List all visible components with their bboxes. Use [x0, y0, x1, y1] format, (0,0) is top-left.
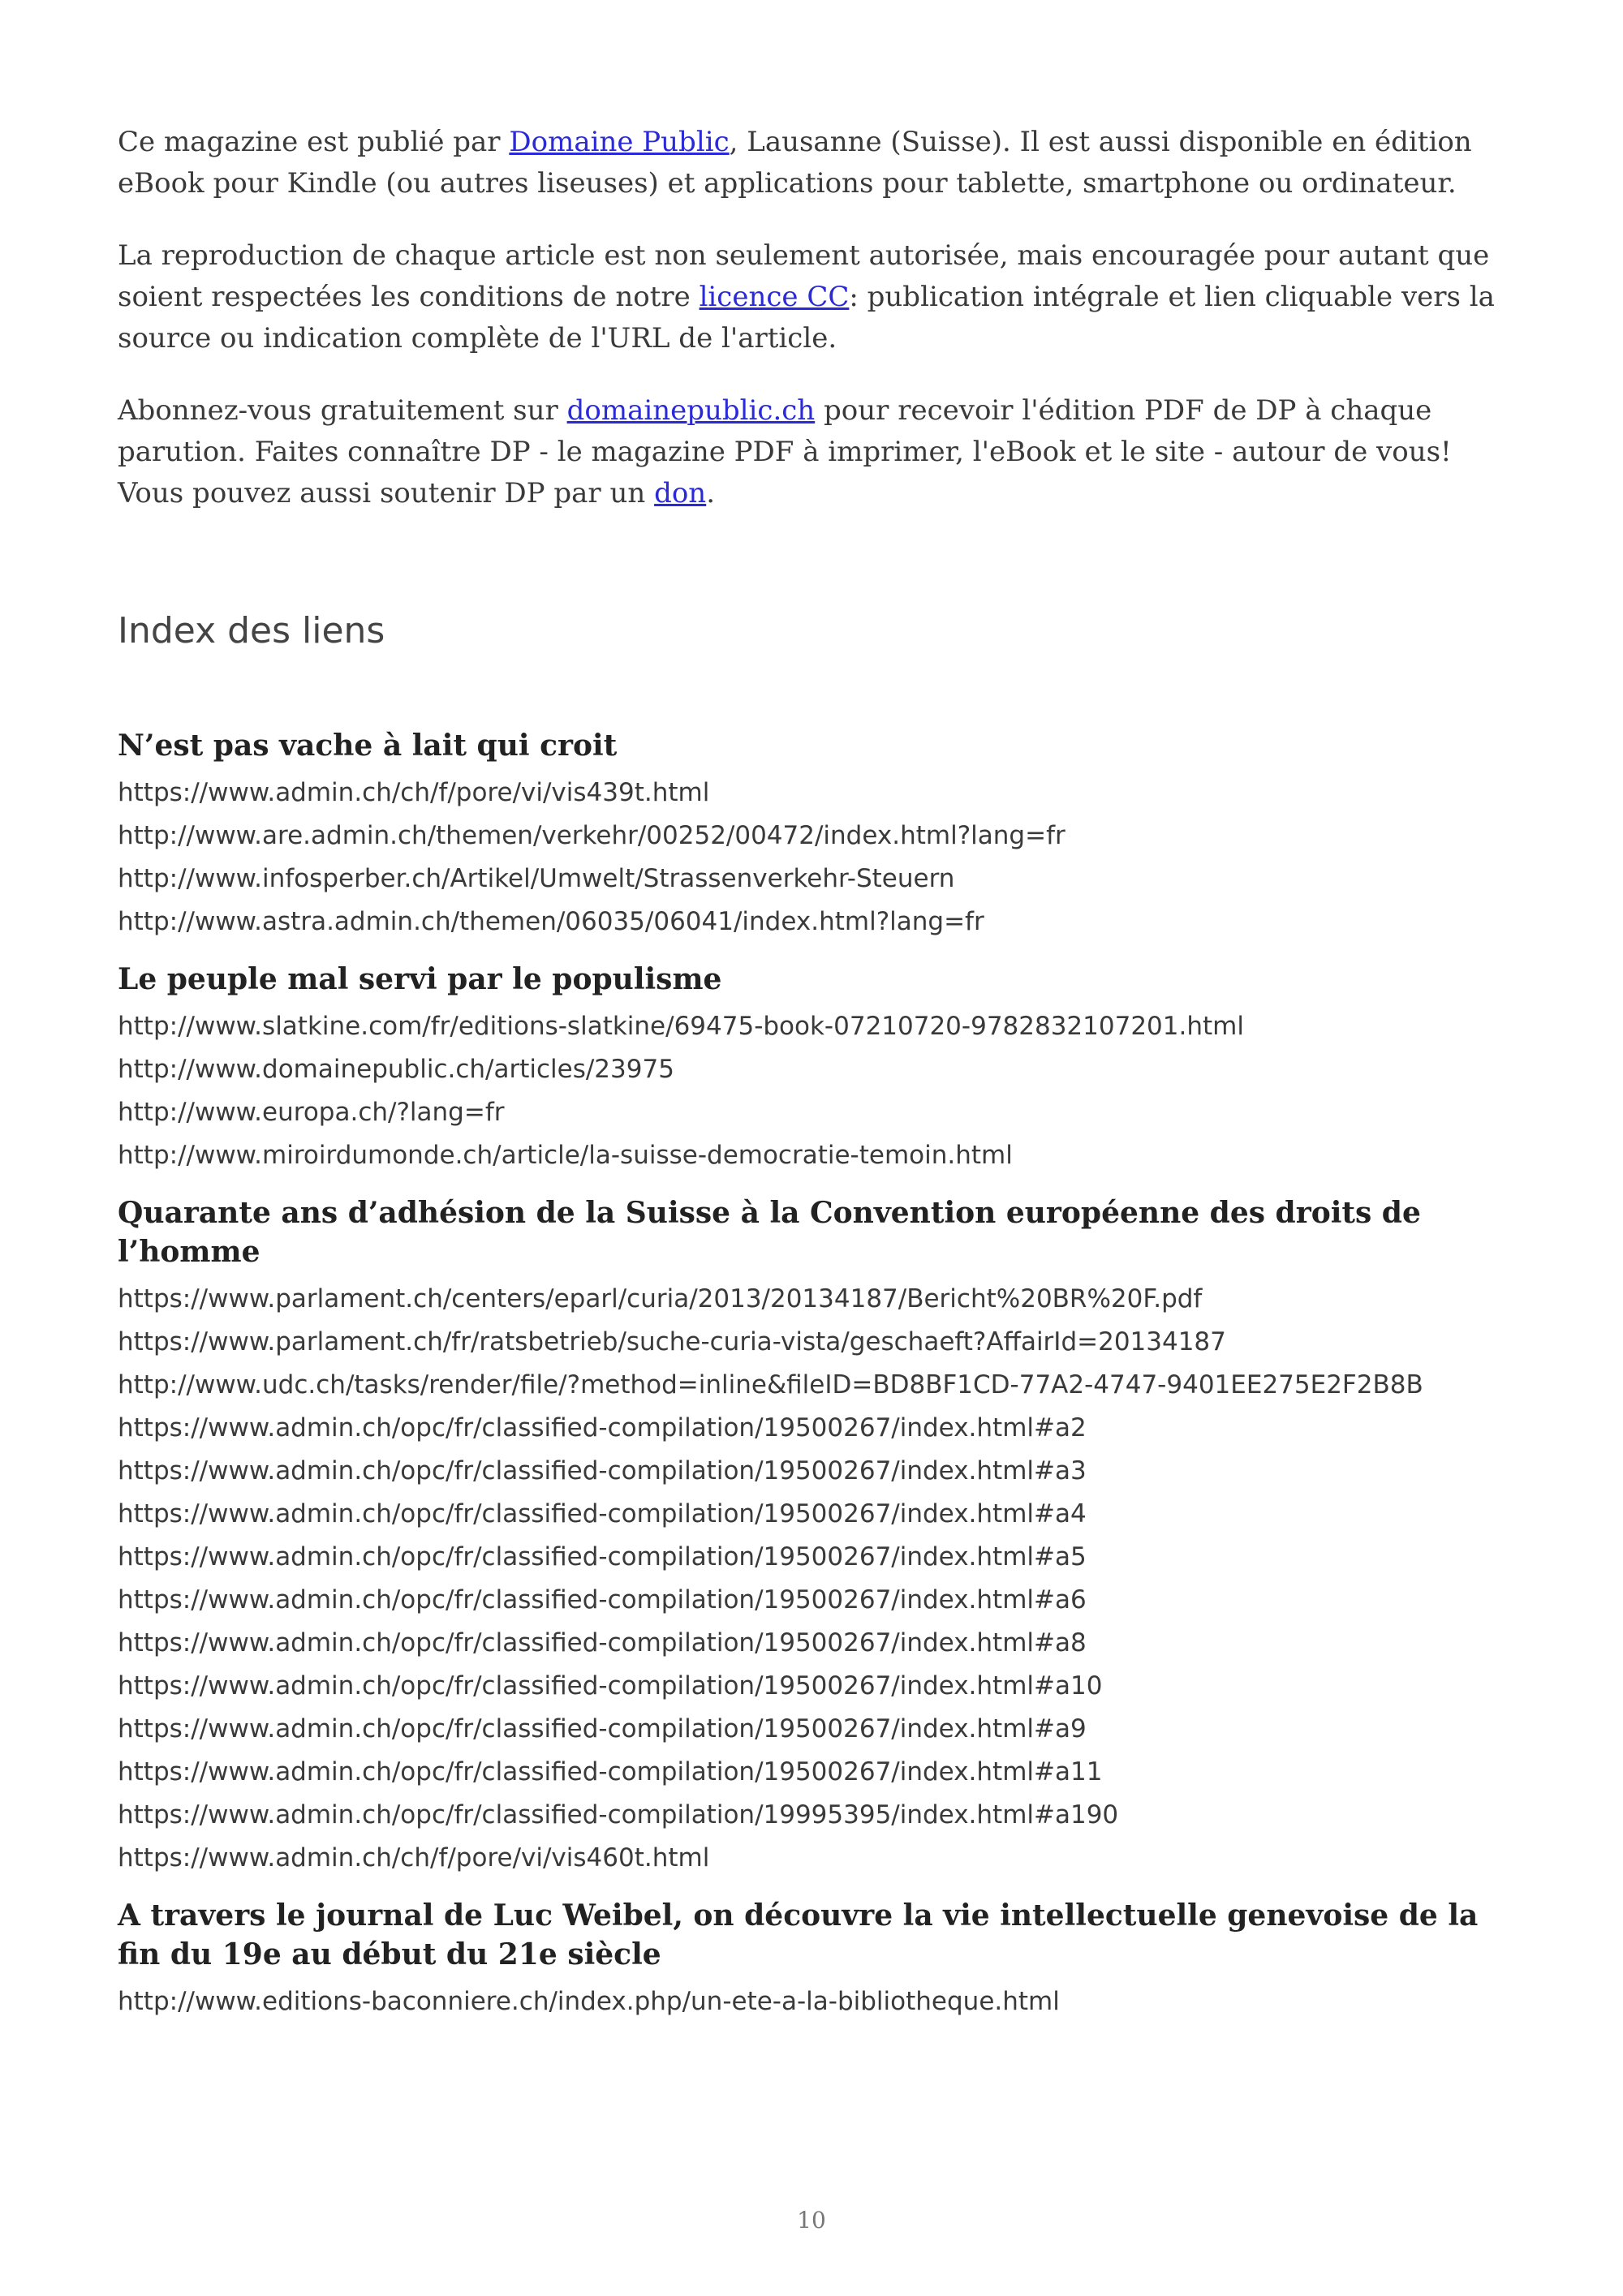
article-link-url[interactable]: https://www.admin.ch/opc/fr/classified-compilation/19500267/index.html#a11 — [118, 1757, 1103, 1786]
article-link-url[interactable]: http://www.infosperber.ch/Artikel/Umwelt/Strassenverkehr-Steuern — [118, 864, 955, 893]
intro-p2-text-end: : publication intégrale et lien cliquable vers la source ou indication complète de l'URL de l'article. — [118, 281, 1495, 355]
article-title: A travers le journal de Luc Weibel, on découvre la vie intellectuelle genevoise de la fin du 19e au début du 21e siècle — [118, 1898, 1479, 1971]
article-link-url[interactable]: https://www.admin.ch/opc/fr/classified-compilation/19500267/index.html#a9 — [118, 1714, 1087, 1743]
donation-link[interactable]: don — [654, 477, 707, 510]
article-link-url[interactable]: https://www.admin.ch/opc/fr/classified-compilation/19500267/index.html#a5 — [118, 1542, 1087, 1572]
article-title: Le peuple mal servi par le populisme — [118, 962, 722, 996]
article-link-url[interactable]: https://www.admin.ch/opc/fr/classified-compilation/19500267/index.html#a8 — [118, 1628, 1087, 1658]
intro-paragraph-publisher — [118, 122, 1513, 204]
article-link-url[interactable]: http://www.europa.ch/?lang=fr — [118, 1098, 505, 1127]
intro-p3-text-start: Abonnez-vous gratuitement sur — [118, 394, 567, 427]
licence-cc-link[interactable]: licence CC — [699, 281, 850, 313]
intro-p3-text-end: . — [706, 477, 716, 510]
article-link-url[interactable]: http://www.editions-baconniere.ch/index.php/un-ete-a-la-bibliotheque.html — [118, 1987, 1060, 2016]
article-link-url[interactable]: https://www.admin.ch/ch/f/pore/vi/vis439t.html — [118, 778, 710, 807]
article-link-url[interactable]: https://www.parlament.ch/fr/ratsbetrieb/suche-curia-vista/geschaeft?AffairId=20134187 — [118, 1327, 1226, 1357]
intro-p3-text-middle: pour recevoir l'édition PDF de DP à chaque parution. Faites connaître DP - le magazine PDF à imprimer, l'eBook et le site - autour de vous! Vous pouvez aussi soutenir DP par un — [118, 394, 1452, 510]
article-link-url[interactable]: https://www.admin.ch/opc/fr/classified-compilation/19500267/index.html#a3 — [118, 1456, 1087, 1486]
article-link-url[interactable]: http://www.domainepublic.ch/articles/23975 — [118, 1055, 674, 1084]
article-link-url[interactable]: http://www.udc.ch/tasks/render/file/?method=inline&fileID=BD8BF1CD-77A2-4747-9401EE275E2F2B8B — [118, 1370, 1423, 1400]
intro-paragraph-license — [118, 235, 1513, 359]
article-link-url[interactable]: https://www.admin.ch/opc/fr/classified-compilation/19500267/index.html#a2 — [118, 1413, 1087, 1443]
article-title: N’est pas vache à lait qui croit — [118, 729, 618, 763]
article-links-block — [118, 1193, 1513, 1880]
article-link-url[interactable]: http://www.slatkine.com/fr/editions-slatkine/69475-book-07210720-9782832107201.html — [118, 1012, 1244, 1041]
article-link-url[interactable]: https://www.parlament.ch/centers/eparl/curia/2013/20134187/Bericht%20BR%20F.pdf — [118, 1284, 1203, 1314]
article-links-block — [118, 726, 1513, 944]
article-link-list — [118, 772, 1513, 944]
article-links-block — [118, 960, 1513, 1177]
intro-p1-text-end: , Lausanne (Suisse). Il est aussi disponible en édition eBook pour Kindle (ou autres liseuses) et applications pour tablette, smartphone ou ordinateur. — [118, 126, 1472, 200]
domaine-public-link[interactable]: Domaine Public — [509, 126, 730, 158]
domainepublic-site-link[interactable]: domainepublic.ch — [566, 394, 816, 427]
article-link-url[interactable]: http://www.are.admin.ch/themen/verkehr/00252/00472/index.html?lang=fr — [118, 821, 1065, 850]
article-link-url[interactable]: https://www.admin.ch/opc/fr/classified-compilation/19500267/index.html#a10 — [118, 1671, 1103, 1701]
intro-p1-text-start: Ce magazine est publié par — [118, 126, 510, 158]
article-links-block — [118, 1896, 1513, 2023]
article-link-list — [118, 1278, 1513, 1880]
article-link-list — [118, 1980, 1513, 2023]
intro-paragraph-subscribe — [118, 390, 1513, 514]
article-link-url[interactable]: https://www.admin.ch/opc/fr/classified-compilation/19500267/index.html#a4 — [118, 1499, 1087, 1529]
links-index-heading: Index des liens — [118, 610, 385, 651]
page-content — [118, 122, 1513, 2040]
article-link-list — [118, 1005, 1513, 1177]
article-link-url[interactable]: http://www.miroirdumonde.ch/article/la-suisse-democratie-temoin.html — [118, 1141, 1013, 1170]
article-title: Quarante ans d’adhésion de la Suisse à la Convention européenne des droits de l’homme — [118, 1196, 1421, 1269]
page-number: 10 — [797, 2207, 826, 2234]
article-link-url[interactable]: https://www.admin.ch/ch/f/pore/vi/vis460t.html — [118, 1843, 710, 1872]
article-link-url[interactable]: https://www.admin.ch/opc/fr/classified-compilation/19995395/index.html#a190 — [118, 1800, 1119, 1829]
article-link-url[interactable]: http://www.astra.admin.ch/themen/06035/06041/index.html?lang=fr — [118, 907, 984, 936]
article-link-url[interactable]: https://www.admin.ch/opc/fr/classified-compilation/19500267/index.html#a6 — [118, 1585, 1087, 1615]
intro-p2-text-start: La reproduction de chaque article est non seulement autorisée, mais encouragée pour autant que soient respectées les conditions de notre — [118, 239, 1490, 313]
